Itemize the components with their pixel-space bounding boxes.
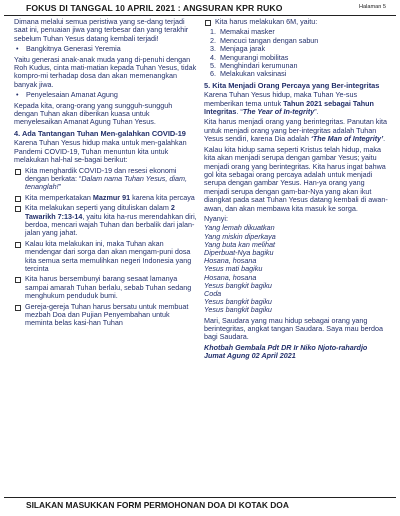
lyric-line: Yang buta kan melihat bbox=[204, 239, 275, 249]
lyric-line: Hosana, hosana bbox=[204, 256, 257, 266]
checkbox-item bbox=[204, 18, 388, 26]
section-heading-5: 5. Kita Menjadi Orang Percaya yang Ber-integritas bbox=[204, 80, 380, 90]
lyric-line: Yesus bangkit bagiku bbox=[204, 305, 272, 315]
paragraph: Karena Tuhan Yesus hidup maka untuk men-galahkan Pandemi COVID-19, Tuhan menuntun kita untuk melakukan hal-hal se-bagai berikut: bbox=[14, 138, 187, 165]
list-item: 1. Memakai masker bbox=[210, 27, 275, 37]
lyric-line: Yang miskin diperkaya bbox=[204, 231, 276, 241]
item-text: Kita harus melakukan 6M, yaitu: bbox=[215, 17, 318, 26]
paragraph: Kalau kita hidup sama seperti Kristus telah hidup, maka kita akan menjadi serupa dengan gambar Yesus; yaitu menjadi orang yang berintegritas. Kita harus ingat bahwa gol kita sebagai orang percaya adalah untuk menjadi serupa dengan gambar Yesus. Han-ya orang yang menjadi serupa dengan gam-bar-Nya yang akan ikut diangkat pada saat Tuhan Yesus datang kembali di awan-awan, dan akan membawa kita masuk ke sorga. bbox=[204, 144, 388, 213]
bullet-text: Penyelesaian Amanat Agung bbox=[26, 90, 118, 100]
emphasis: Tahun 2021 sebagai Tahun Integritas bbox=[204, 98, 374, 117]
item-text: Kita menghardik COVID-19 dan resesi ekonomi dengan berkata: “ bbox=[25, 165, 177, 183]
text: . bbox=[383, 134, 386, 144]
sermon-credit bbox=[204, 344, 388, 361]
checkbox-item bbox=[14, 303, 198, 328]
bullet-text: Bangkitnya Generasi Yeremia bbox=[26, 44, 121, 54]
item-text: Kita memperkatakan bbox=[25, 192, 93, 202]
item-text: Kita melakukan seperti yang dituliskan dalam bbox=[25, 203, 171, 213]
item-text: ” bbox=[58, 182, 61, 192]
text: Kita harus menjadi orang yang berintegritas. Panutan kita untuk menjadi orang yang ber-integritas adalah Tuhan Yesus sendiri, karena Dia adalah bbox=[204, 117, 387, 144]
list-item-text: Mencuci tangan dengan sabun bbox=[220, 35, 319, 45]
lyric-line: Yang lemah dikuatkan bbox=[204, 223, 275, 233]
checkbox-item bbox=[14, 275, 198, 300]
header-title: FOKUS DI TANGGAL 10 APRIL 2021 : ANGSURAN KPR RUKO bbox=[26, 3, 283, 13]
paragraph: Kepada kita, orang-orang yang sungguh-sungguh dengan Tuhan akan diberikan kuasa untuk menyelesaikan Amanat Agung Tuhan Yesus. bbox=[14, 100, 173, 127]
list-item: 2. Mencuci tangan dengan sabun bbox=[210, 35, 319, 45]
paragraph bbox=[204, 91, 388, 116]
item-text: Kita harus bersembunyi barang sesaat lamanya sampai amarah Tuhan berlalu, sebab Tuhan sedang menghukum penduduk bumi. bbox=[25, 274, 192, 301]
list-item-text: Menghindari kerumunan bbox=[220, 61, 298, 71]
text: Karena Tuhan Yesus hidup, maka Tuhan Ye-sus memberikan tema untuk bbox=[204, 90, 358, 108]
lyric-line: Hosana, hosana bbox=[204, 272, 257, 282]
left-column bbox=[14, 18, 198, 330]
checkbox-item bbox=[14, 194, 198, 202]
checkbox-item bbox=[14, 167, 198, 192]
lyric-line: Yesus bangkit bagiku bbox=[204, 297, 272, 307]
emphasis-quote: The Year of In-tegrity bbox=[242, 107, 315, 117]
lyric-line: Yesus bangkit bagiku bbox=[204, 280, 272, 290]
lyric-line: Coda bbox=[204, 288, 222, 298]
page-header bbox=[4, 3, 396, 16]
checkbox-item bbox=[14, 240, 198, 274]
text: ”. bbox=[314, 107, 319, 117]
scripture-ref: 2 Tawarikh 7:13-14 bbox=[25, 203, 175, 221]
lyric-line: Diperbuat-Nya bagiku bbox=[204, 247, 274, 257]
list-item-text: Mengurangi mobilitas bbox=[220, 52, 289, 62]
section-heading-4: 4. Ada Tantangan Tuhan Men-galahkan COVID-19 bbox=[14, 128, 186, 138]
six-m-list bbox=[204, 28, 388, 78]
song-lyrics bbox=[204, 224, 388, 314]
list-item-text: Melakukan vaksinasi bbox=[220, 69, 287, 79]
list-item-text: Memakai masker bbox=[220, 27, 275, 37]
item-text: Gereja-gereja Tuhan harus bersatu untuk membuat mezbah Doa dan Pujian Penyembahan untuk meminta belas kasi-han Tuhan bbox=[25, 301, 189, 328]
emphasis-quote: ‘The Man of Integrity’ bbox=[310, 134, 384, 144]
lyric-line: Yesus mati bagiku bbox=[204, 264, 263, 274]
paragraph: Yaitu generasi anak-anak muda yang di-penuhi dengan Roh Kudus, cinta mati-matian kepada Tuhan Yesus, tidak kompro-mi terhadap dosa dan akan memenangkan banyak jiwa. bbox=[14, 54, 197, 89]
right-column bbox=[204, 18, 388, 363]
item-text: Kalau kita melakukan ini, maka Tuhan akan mendengar dari sorga dan akan mengam-puni dosa kita semua serta memulihkan negeri Indonesia yang tercinta bbox=[25, 238, 192, 273]
text: . “ bbox=[236, 107, 243, 117]
footer-note: SILAKAN MASUKKAN FORM PERMOHONAN DOA DI KOTAK DOA bbox=[26, 500, 289, 510]
checkbox-item bbox=[14, 204, 198, 238]
credit-text: Khotbah Gembala Pdt DR Ir Niko Njoto-rahardjo Jumat Agung 02 April 2021 bbox=[204, 342, 368, 361]
bullet-item bbox=[14, 45, 198, 53]
paragraph: Dimana melalui semua peristiwa yang se-dang terjadi saat ini, penuaian jiwa yang terbesar dan yang terakhir sebelum Tuhan Yesus datang kembali terjadi! bbox=[14, 17, 189, 43]
item-text: , yaitu kita ha-rus merendahkan diri, berdoa, mencari wajah Tuhan dan berbalik dari jalan-jalan yang jahat. bbox=[25, 211, 197, 238]
list-item: 5. Menghindari kerumunan bbox=[210, 61, 298, 71]
page-number: Halaman 5 bbox=[358, 4, 386, 10]
item-text: karena kita percaya bbox=[130, 192, 195, 202]
list-item: 3. Menjaga jarak bbox=[210, 44, 266, 54]
song-label: Nyanyi: bbox=[204, 213, 228, 223]
list-item-text: Menjaga jarak bbox=[220, 44, 266, 54]
list-item: 6. Melakukan vaksinasi bbox=[210, 69, 287, 79]
bullet-item bbox=[14, 91, 198, 99]
footer-rule bbox=[4, 497, 396, 498]
list-item: 4. Mengurangi mobilitas bbox=[210, 52, 289, 62]
scripture-ref: Mazmur 91 bbox=[92, 192, 131, 202]
paragraph bbox=[204, 118, 388, 143]
item-quote: Dalam nama Tuhan Yesus, diam, tenanglah! bbox=[25, 173, 187, 192]
paragraph: Mari, Saudara yang mau hidup sebagai orang yang berintegritas, angkat tangan Saudara. Saya mau berdoa bagi Saudara. bbox=[204, 315, 384, 342]
